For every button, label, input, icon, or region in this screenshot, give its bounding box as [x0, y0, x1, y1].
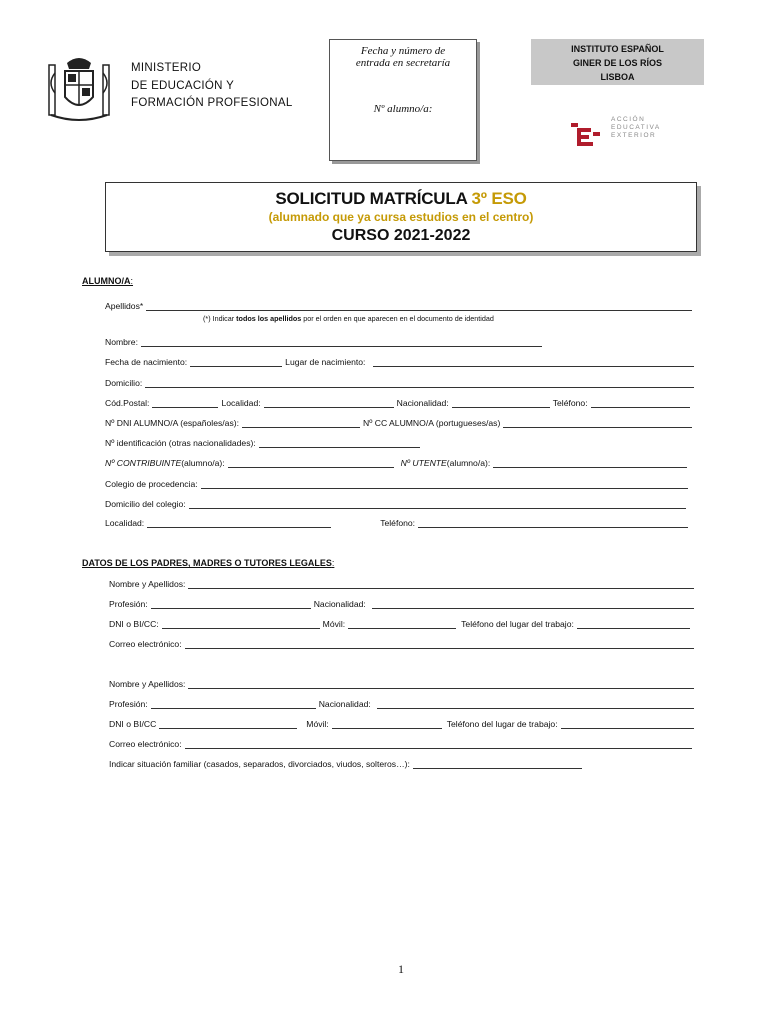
parent2-nacionalidad-field[interactable]: [377, 699, 694, 709]
parent2-correo-row: [109, 739, 695, 749]
nacimiento-row: [105, 357, 697, 367]
nacionalidad-field[interactable]: [452, 398, 550, 408]
telefono-label: Teléfono:: [552, 398, 588, 408]
parent1-dni-row: [109, 619, 693, 629]
apellidos-row: [105, 301, 695, 311]
domicilio-field[interactable]: [145, 378, 694, 388]
parent2-dni-row: [109, 719, 697, 729]
parent-correo-label: Correo electrónico:: [109, 639, 182, 649]
page-number: 1: [398, 962, 404, 976]
dni-row: [105, 418, 695, 428]
institute-line: LISBOA: [600, 72, 635, 82]
telefono2-field[interactable]: [418, 518, 688, 528]
ministry-line: DE EDUCACIÓN Y: [131, 79, 235, 92]
fecha-nac-field[interactable]: [190, 357, 282, 367]
apellidos-note: [203, 314, 494, 323]
institute-banner: [531, 39, 704, 85]
parent-nombre-label: Nombre y Apellidos:: [109, 679, 186, 689]
parent-movil-label: Móvil:: [306, 719, 329, 729]
cc-alumno-label: Nº CC ALUMNO/A (portugueses/as): [363, 418, 501, 428]
parent-nombre-label: Nombre y Apellidos:: [109, 579, 186, 589]
situacion-row: [109, 759, 585, 769]
title-highlight: 3º ESO: [471, 189, 527, 208]
utente-label: Nº UTENTE: [400, 458, 447, 468]
identificacion-field[interactable]: [259, 438, 420, 448]
title-main: SOLICITUD MATRÍCULA: [275, 189, 472, 208]
parent-nacionalidad-label: Nacionalidad:: [313, 599, 366, 609]
section-colon: :: [331, 558, 335, 568]
title-box: [105, 182, 697, 252]
dni-alumno-label: Nº DNI ALUMNO/A (españoles/as):: [105, 418, 239, 428]
localidad-colegio-row: [105, 518, 691, 528]
accion-line: ACCIÓN: [611, 116, 646, 123]
section-label: ALUMNO/A: [82, 276, 131, 286]
parents-section-heading: [82, 558, 334, 568]
colegio-field[interactable]: [201, 479, 688, 489]
parent-profesion-label: Profesión:: [109, 699, 148, 709]
parent2-profesion-field[interactable]: [151, 699, 316, 709]
contribuinte-suffix: (alumno/a):: [181, 458, 225, 468]
parent-tel-trabajo-label: Teléfono del lugar del trabajo:: [461, 619, 574, 629]
nombre-label: Nombre:: [105, 337, 138, 347]
domicilio-row: [105, 378, 697, 388]
parent2-dni-field[interactable]: [159, 719, 297, 729]
parent1-nacionalidad-field[interactable]: [372, 599, 694, 609]
dni-alumno-field[interactable]: [242, 418, 360, 428]
apellidos-label: Apellidos*: [105, 301, 144, 311]
telefono2-label: Teléfono:: [380, 518, 416, 528]
parent2-movil-field[interactable]: [332, 719, 442, 729]
page-title: [106, 189, 696, 209]
section-label: DATOS DE LOS PADRES, MADRES O TUTORES LEGALES: [82, 558, 332, 568]
lugar-nac-field[interactable]: [373, 357, 694, 367]
accion-educativa-logo-icon: [571, 120, 603, 148]
domicilio-label: Domicilio:: [105, 378, 143, 388]
parent1-dni-field[interactable]: [162, 619, 320, 629]
identificacion-row: [105, 438, 423, 448]
domicilio-colegio-field[interactable]: [189, 499, 686, 509]
fecha-nac-label: Fecha de nacimiento:: [105, 357, 188, 367]
cc-alumno-field[interactable]: [503, 418, 692, 428]
accion-line: EDUCATIVA: [611, 124, 661, 131]
apellidos-field[interactable]: [146, 301, 692, 311]
note-prefix: (*) Indicar: [203, 314, 237, 323]
colegio-label: Colegio de procedencia:: [105, 479, 198, 489]
registry-stamp-box: [329, 39, 477, 161]
parent-nacionalidad-label: Nacionalidad:: [318, 699, 371, 709]
institute-line: INSTITUTO ESPAÑOL: [571, 44, 664, 54]
parent1-nombre-field[interactable]: [188, 579, 694, 589]
parent-movil-label: Móvil:: [322, 619, 346, 629]
nombre-row: [105, 337, 545, 347]
identificacion-label: Nº identificación (otras nacionalidades):: [105, 438, 256, 448]
telefono-field[interactable]: [591, 398, 690, 408]
stamp-alumno: Nº alumno/a:: [373, 103, 433, 115]
contribuinte-row: [105, 458, 690, 468]
note-bold: todos los apellidos: [236, 314, 302, 323]
contribuinte-field[interactable]: [228, 458, 394, 468]
colegio-row: [105, 479, 691, 489]
coat-of-arms-icon: [45, 53, 113, 125]
note-suffix: por el orden en que aparecen en el documento de identidad: [301, 314, 494, 323]
situacion-field[interactable]: [413, 759, 582, 769]
parent-dni-label: DNI o BI/CC: [109, 719, 157, 729]
accion-line: EXTERIOR: [611, 132, 657, 139]
course-year: CURSO 2021-2022: [331, 227, 471, 244]
parent-dni-label: DNI o BI/CC:: [109, 619, 159, 629]
localidad-label: Localidad:: [221, 398, 261, 408]
parent1-correo-field[interactable]: [185, 639, 694, 649]
domicilio-colegio-label: Domicilio del colegio:: [105, 499, 186, 509]
domicilio-colegio-row: [105, 499, 689, 509]
situacion-label: Indicar situación familiar (casados, separados, divorciados, viudos, solteros…):: [109, 759, 410, 769]
utente-field[interactable]: [493, 458, 687, 468]
parent2-profesion-row: [109, 699, 697, 709]
nacionalidad-label: Nacionalidad:: [396, 398, 449, 408]
parent-profesion-label: Profesión:: [109, 599, 148, 609]
cp-row: [105, 398, 693, 408]
lugar-nac-label: Lugar de nacimiento:: [285, 357, 366, 367]
nombre-field[interactable]: [141, 337, 542, 347]
localidad-field[interactable]: [264, 398, 394, 408]
parent1-movil-field[interactable]: [348, 619, 456, 629]
localidad2-label: Localidad:: [105, 518, 145, 528]
parent-tel-trabajo-label: Teléfono del lugar de trabajo:: [446, 719, 558, 729]
parent1-profesion-row: [109, 599, 697, 609]
parent1-nombre-row: [109, 579, 697, 589]
parent2-correo-field[interactable]: [185, 739, 692, 749]
parent1-correo-row: [109, 639, 697, 649]
utente-suffix: (alumno/a):: [446, 458, 491, 468]
ministry-line: MINISTERIO: [131, 62, 202, 74]
contribuinte-label: Nº CONTRIBUINTE: [105, 458, 182, 468]
ministry-name: [131, 60, 293, 113]
parent1-profesion-field[interactable]: [151, 599, 311, 609]
institute-line: GINER DE LOS RÍOS: [572, 58, 662, 68]
parent1-tel-trabajo-field[interactable]: [577, 619, 690, 629]
parent2-nombre-row: [109, 679, 697, 689]
parent2-nombre-field[interactable]: [188, 679, 694, 689]
accion-educativa-text: [611, 116, 661, 140]
page-subtitle: (alumnado que ya cursa estudios en el centro): [268, 210, 534, 224]
stamp-line: entrada en secretaría: [355, 57, 451, 69]
cp-label: Cód.Postal:: [105, 398, 150, 408]
parent-correo-label: Correo electrónico:: [109, 739, 182, 749]
parent2-tel-trabajo-field[interactable]: [561, 719, 694, 729]
section-colon: :: [130, 276, 134, 286]
ministry-line: FORMACIÓN PROFESIONAL: [131, 97, 293, 109]
cp-field[interactable]: [152, 398, 218, 408]
student-section-heading: [82, 276, 133, 286]
stamp-line: Fecha y número de: [360, 45, 446, 57]
localidad2-field[interactable]: [147, 518, 331, 528]
